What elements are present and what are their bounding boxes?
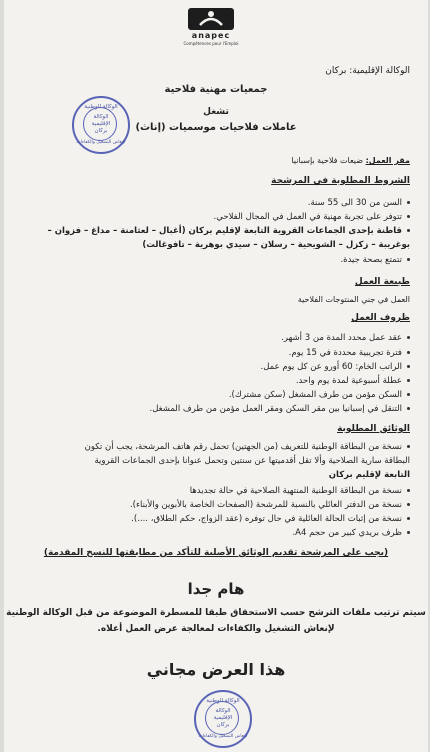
list-item: تتمتع بصحة جيدة. bbox=[340, 255, 410, 265]
list-item: قاطنة بإحدى الجماعات القروية التابعة لإقليم بركان (أغبال – لعثامنة – مداغ – فزوان – bbox=[48, 226, 411, 236]
list-item: نسخة من الدفتر العائلي بالنسبة للمرشحة (الصفحات الخاصة بالأبوين والأبناء). bbox=[130, 500, 410, 510]
important-heading: هام جدا bbox=[187, 580, 245, 598]
list-item: نسخة من إثبات الحالة العائلية في حال توفره (عقد الزواج، حكم الطلاق، ....). bbox=[131, 514, 410, 524]
ranking-line-2: لإنعاش التشغيل والكفاءات لمعالجة عرض العمل أعلاه. bbox=[97, 624, 335, 634]
list-item: الراتب الخام: 60 أورو عن كل يوم عمل. bbox=[261, 362, 410, 372]
list-item: تتوفر على تجربة مهنية في العمل في المجال الفلاحي. bbox=[214, 212, 410, 222]
logo-tagline: Compétences pour l'Emploi bbox=[183, 41, 239, 46]
free-offer-heading: هذا العرض مجاني bbox=[146, 660, 286, 679]
list-item: عطلة أسبوعية لمدة يوم واحد. bbox=[296, 376, 410, 386]
nature-title: طبيعة العمل bbox=[354, 277, 410, 287]
originals-note: (يجب على المرشحة تقديم الوثائق الأصلية للتأكد من مطابقتها للنسخ المقدمة) bbox=[43, 548, 389, 558]
anapec-logo bbox=[182, 8, 240, 50]
list-item: ظرف بريدي كبير من حجم A4. bbox=[292, 528, 410, 538]
logo-mark-icon bbox=[188, 8, 234, 30]
list-item: السكن مؤمن من طرف المشغل (سكن مشترك). bbox=[229, 390, 410, 400]
list-item: نسخة من البطاقة الوطنية المنتهية الصلاحية في حالة تجديدها bbox=[190, 486, 410, 496]
ranking-line-1: سيتم ترتيب ملفات الترشح حسب الاستحقاق طبقا للمسطرة الموضوعة من قبل الوكالة الوطنية bbox=[6, 608, 426, 618]
workplace-line: مقر العمل: ضيعات فلاحية بإسبانيا bbox=[291, 156, 410, 165]
requirements-title: الشروط المطلوبة في المرشحة bbox=[271, 176, 410, 186]
nature-text: العمل في جني المنتوجات الفلاحية bbox=[297, 295, 410, 304]
list-item: نسخة من البطاقة الوطنية للتعريف (من الجهتين) تحمل رقم هاتف المرشحة، يجب أن تكون bbox=[85, 442, 410, 452]
list-item-continued: التابعة لإقليم بركان bbox=[328, 470, 410, 480]
stamp-top: الوكالة الوطنية الوكالة الإقليمية بركان لإنعاش التشغيل والكفاءات bbox=[72, 96, 130, 154]
list-item: عقد عمل محدد المدة من 3 أشهر. bbox=[281, 333, 410, 343]
org-title: جمعيات مهنية فلاحية bbox=[164, 84, 268, 95]
agency-line: الوكالة الإقليمية: بركان bbox=[325, 66, 410, 76]
hires-label: تشغل bbox=[203, 107, 229, 117]
list-item-continued: بوغريبة – زكزل – الشويحية – رسلان – سيدي بوهرية – تافوغالت) bbox=[142, 240, 410, 250]
role-title: عاملات فلاحيات موسميات (إناث) bbox=[135, 122, 297, 133]
documents-title: الوثائق المطلوبة bbox=[337, 424, 410, 434]
stamp-bottom: الوكالة الوطنية الوكالة الإقليمية بركان لإنعاش التشغيل والكفاءات bbox=[194, 690, 252, 748]
logo-wordmark: anapec bbox=[191, 31, 231, 40]
list-item: فترة تجريبية محددة في 15 يوم. bbox=[289, 348, 410, 358]
list-item: السن من 30 الى 55 سنة. bbox=[308, 198, 410, 208]
offer-sheet bbox=[4, 0, 428, 752]
list-item: التنقل في إسبانيا بين مقر السكن ومقر العمل مؤمن من طرف المشغل. bbox=[150, 404, 411, 414]
conditions-title: ظروف العمل bbox=[351, 313, 410, 323]
list-item-continued: البطاقة سارية الصلاحية وألا تقل أقدميتها عن سنتين وتحمل عنوانا بإحدى الجماعات القروية bbox=[94, 456, 410, 466]
